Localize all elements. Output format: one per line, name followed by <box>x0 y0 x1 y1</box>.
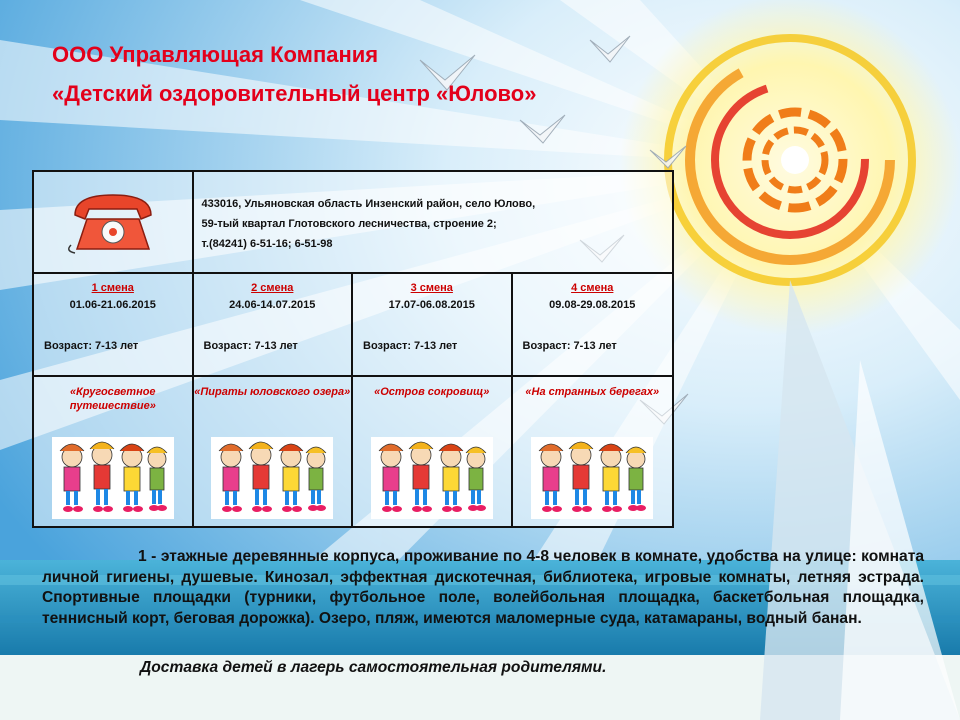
shift-cell-1 <box>33 273 193 376</box>
program-cell-1 <box>33 376 193 527</box>
shift-age-3: Возраст: 7-13 лет <box>363 340 458 352</box>
program-cell-4 <box>512 376 674 527</box>
program-cell-3 <box>352 376 512 527</box>
address-line1: 433016, Ульяновская область Инзенский район, село Юлово, <box>201 198 536 210</box>
kids-image <box>371 437 493 519</box>
delivery-note: Доставка детей в лагерь самостоятельная родителями. <box>140 659 607 676</box>
shifts-row <box>33 273 673 376</box>
shift-dates-4: 09.08-29.08.2015 <box>549 299 636 311</box>
shift-cell-3 <box>352 273 512 376</box>
kids-image <box>531 437 653 519</box>
kids-image <box>211 437 333 519</box>
company-title-line1: ООО Управляющая Компания <box>52 42 379 67</box>
shift-dates-2: 24.06-14.07.2015 <box>229 299 316 311</box>
program-name-3: «Остров сокровищ» <box>374 386 490 398</box>
phone-icon <box>65 185 161 257</box>
address-line2: 59-тый квартал Глотовского лесничества, строение 2; <box>201 218 497 230</box>
kids-image <box>52 437 174 519</box>
program-name-2: «Пираты юловского озера» <box>194 386 351 398</box>
shift-age-1: Возраст: 7-13 лет <box>44 340 139 352</box>
shift-cell-2 <box>193 273 353 376</box>
shift-dates-3: 17.07-06.08.2015 <box>388 299 475 311</box>
program-name-1: «Кругосветное путешествие» <box>69 386 156 412</box>
company-title-line2: «Детский оздоровительный центр «Юлово» <box>52 81 537 106</box>
camp-info-table <box>32 170 674 528</box>
shift-age-2: Возраст: 7-13 лет <box>203 340 298 352</box>
phone-numbers: т.(84241) 6-51-16; 6-51-98 <box>201 238 333 250</box>
shift-cell-4 <box>512 273 674 376</box>
programs-row <box>33 376 673 527</box>
program-name-4: «На странных берегах» <box>525 386 660 398</box>
program-cell-2 <box>193 376 353 527</box>
contact-row <box>33 171 673 273</box>
shift-age-4: Возраст: 7-13 лет <box>522 340 617 352</box>
shift-name-4[interactable]: 4 смена <box>571 282 614 294</box>
address-cell <box>193 171 674 273</box>
phone-cell <box>33 171 193 273</box>
description-paragraph <box>42 547 924 629</box>
shift-dates-1: 01.06-21.06.2015 <box>69 299 156 311</box>
shift-name-1[interactable]: 1 смена <box>91 282 134 294</box>
shift-name-3[interactable]: 3 смена <box>410 282 453 294</box>
description-text: 1 - этажные деревянные корпуса, проживание по 4-8 человек в комнате, удобства на улице: комната личной гигиены, душевые. Кинозал, эффектная дискотечная, библиотека, игровые комнаты, летняя эстрада. Спортивные площадки (турники, футбольное поле, волейбольная площадка, баскетбольная площадка, теннисный корт, беговая дорожка). Озеро, пляж, имеются маломерные суда, катамараны, водный банан. <box>42 548 924 627</box>
shift-name-2[interactable]: 2 смена <box>251 282 294 294</box>
